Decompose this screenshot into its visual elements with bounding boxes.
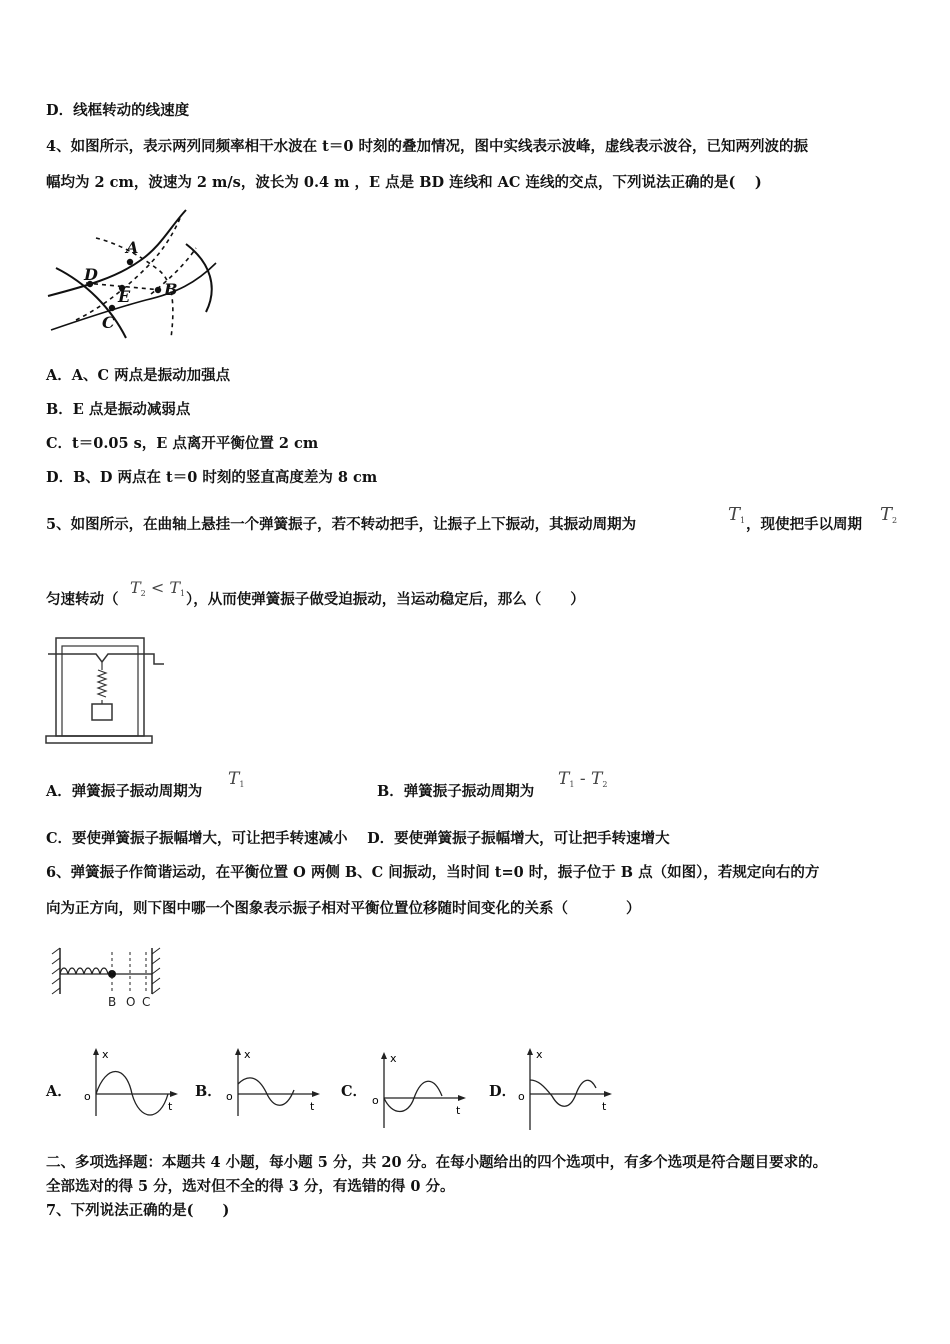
q4-label-d: D [84, 265, 98, 284]
q6-graph-a [80, 1046, 180, 1118]
q6-label-c: C [142, 995, 151, 1009]
q6-graph-c-o: o [372, 1094, 379, 1107]
q4-option-b: B．E 点是振动减弱点 [46, 401, 191, 418]
q4-point-b [155, 287, 161, 293]
q6-option-d-label: D． [489, 1083, 517, 1100]
q4-label-e: E [118, 287, 131, 306]
q5-option-a: A．弹簧振子振动周期为 [46, 783, 203, 800]
q4-label-a: A [126, 238, 139, 257]
q6-graph-c-x: x [390, 1052, 397, 1065]
q6-graph-b-x: x [244, 1048, 251, 1061]
q5-option-a-math: $T_1$ [228, 769, 245, 789]
q4-wave-figure [46, 208, 226, 344]
q6-option-b-label: B． [195, 1083, 222, 1100]
q5-option-b: B．弹簧振子振动周期为 [377, 783, 535, 800]
q4-stem-line1: 4、如图所示，表示两列同频率相干水波在 t＝0 时刻的叠加情况，图中实线表示波峰，虚线表示波谷，已知两列波的振 [46, 138, 808, 155]
q4-label-b: B [164, 280, 178, 299]
q6-label-b: B [108, 995, 117, 1009]
q5-math-t2: $T_2$ [880, 504, 898, 525]
q5-option-cd: C．要使弹簧振子振幅增大，可让把手转速减小 D．要使弹簧振子振幅增大，可让把手转速增大 [46, 830, 670, 847]
q5-stem-line2a: 匀速转动（ [46, 591, 119, 608]
q6-graph-c-t: t [456, 1104, 461, 1117]
q6-stem-line1: 6、弹簧振子作简谐运动，在平衡位置 O 两侧 B、C 间振动，当时间 t=0 时，振子位于 B 点（如图），若规定向右的方 [46, 864, 820, 881]
q6-graph-b-o: o [226, 1090, 233, 1103]
q4-stem-line2: 幅均为 2 cm，波速为 2 m/s，波长为 0.4 m ，E 点是 BD 连线和 AC 连线的交点，下列说法正确的是( ) [46, 174, 762, 191]
q4-option-d: D．B、D 两点在 t＝0 时刻的竖直高度差为 8 cm [46, 469, 378, 486]
section2-line1: 二、多项选择题：本题共 4 小题，每小题 5 分，共 20 分。在每小题给出的四个选项中，有多个选项是符合题目要求的。 [46, 1154, 828, 1171]
q4-label-c: C [102, 313, 115, 332]
q6-graph-c [368, 1050, 468, 1130]
q6-graph-b-t: t [310, 1100, 315, 1113]
q4-point-c [109, 305, 115, 311]
q5-stem-line2b: ），从而使弹簧振子做受迫振动，当运动稳定后，那么（ ） [186, 591, 585, 608]
q6-label-o: O [126, 995, 136, 1009]
q6-option-a-label: A． [46, 1083, 72, 1100]
section2-line2: 全部选对的得 5 分，选对但不全的得 3 分，有选错的得 0 分。 [46, 1178, 455, 1195]
q4-option-c: C．t＝0.05 s，E 点离开平衡位置 2 cm [46, 435, 319, 452]
q5-stem-line1b: ，现使把手以周期 [746, 516, 862, 533]
q6-graph-a-x: x [102, 1048, 109, 1061]
q5-math-t1: $T_1$ [728, 504, 746, 525]
q7-stem: 7、下列说法正确的是( ) [46, 1202, 230, 1219]
q5-stem-line1: 5、如图所示，在曲轴上悬挂一个弹簧振子，若不转动把手，让振子上下振动，其振动周期为 [46, 516, 637, 533]
q6-spring-figure [46, 944, 166, 1010]
q6-graph-b [222, 1046, 322, 1118]
q5-option-b-math: $T_1 - T_2$ [558, 769, 608, 789]
q5-math-inequality: $T_2 < T_1$ [130, 578, 186, 598]
q3-option-d: D．线框转动的线速度 [46, 102, 190, 119]
q6-stem-line2: 向为正方向，则下图中哪一个图象表示振子相对平衡位置位移随时间变化的关系（ ） [46, 900, 641, 917]
q5-crank-figure [44, 634, 168, 746]
q4-point-a [127, 259, 133, 265]
q6-graph-d-x: x [536, 1048, 543, 1061]
q4-option-a: A．A、C 两点是振动加强点 [46, 367, 231, 384]
q6-graph-d-o: o [518, 1090, 525, 1103]
q6-graph-d-t: t [602, 1100, 607, 1113]
q6-option-c-label: C． [341, 1083, 368, 1100]
q6-graph-a-t: t [168, 1100, 173, 1113]
q6-graph-d [514, 1046, 614, 1132]
q6-graph-a-o: o [84, 1090, 91, 1103]
